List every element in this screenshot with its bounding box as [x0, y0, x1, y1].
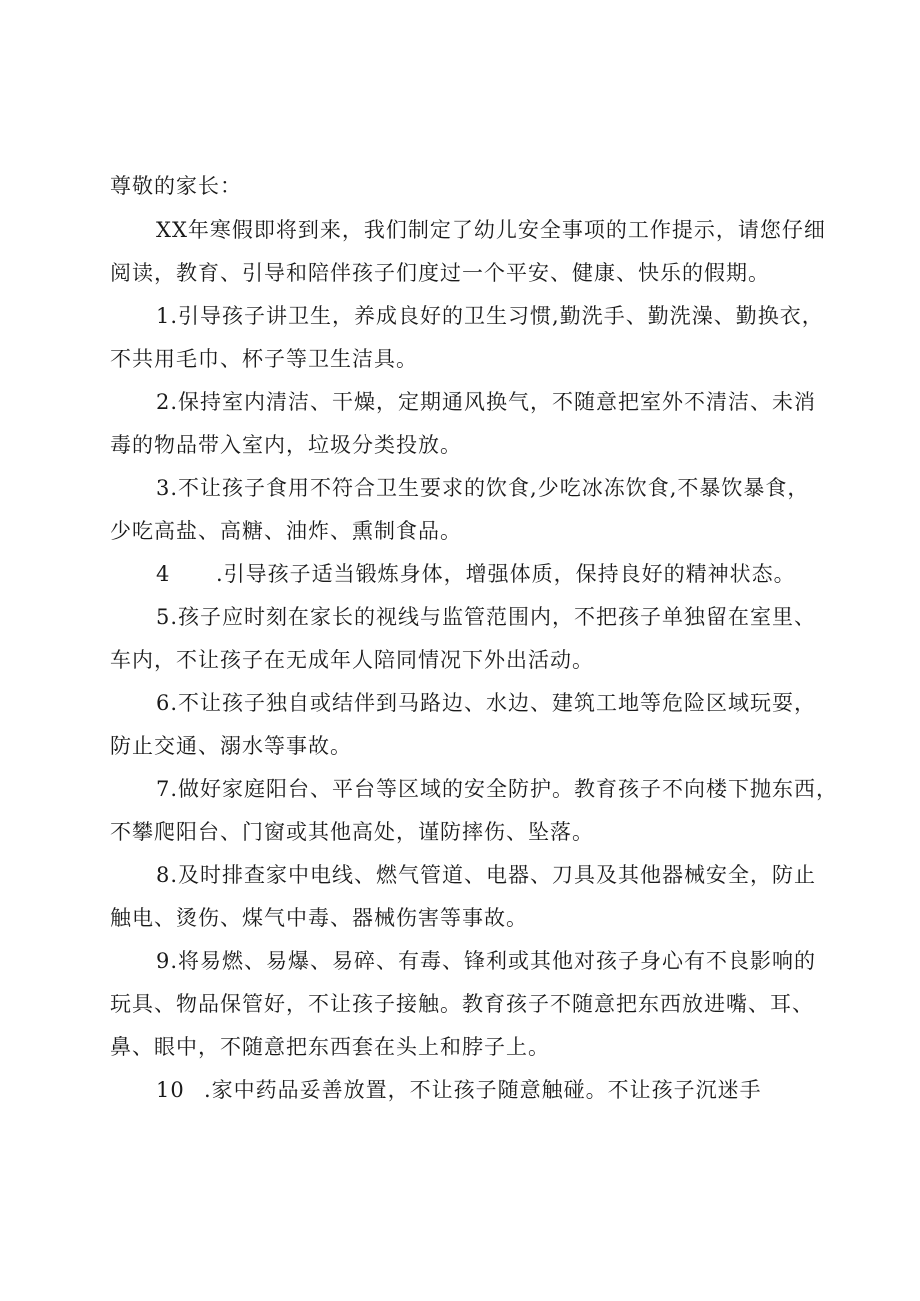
item-6-line-1: [156, 689, 816, 717]
item-6-line-2: 防止交通、溺水等事故。: [110, 734, 352, 758]
item-number: 9: [156, 949, 171, 973]
item-number: 6: [156, 691, 171, 715]
item-9-line-1: [156, 947, 816, 975]
item-2-line-1: [156, 388, 816, 416]
item-4-line-1: [156, 560, 796, 588]
salutation: 尊敬的家长：: [110, 174, 242, 198]
intro-line-1: XX年寒假即将到来，我们制定了幼儿安全事项的工作提示，请您仔细: [156, 218, 826, 242]
item-2-line-2: 毒的物品带入室内，垃圾分类投放。: [110, 433, 462, 457]
item-1-line-1: [156, 302, 824, 330]
item-number: 7: [156, 777, 171, 801]
item-text: 引导孩子讲卫生，养成良好的卫生习惯,勤洗手、勤洗澡、勤换衣，: [178, 304, 824, 328]
item-number: 8: [156, 863, 171, 887]
item-text: .不让孩子食用不符合卫生要求的饮食,少吃冰冻饮食,不暴饮暴食，: [170, 476, 810, 500]
item-number: 4: [156, 562, 171, 586]
item-5-line-2: 车内，不让孩子在无成年人陪同情况下外出活动。: [110, 648, 594, 672]
item-number: 3: [156, 476, 171, 500]
item-9-line-2: 玩具、物品保管好，不让孩子接触。教育孩子不随意把东西放进嘴、耳、: [110, 992, 814, 1016]
item-9-line-3: 鼻、眼中，不随意把东西套在头上和脖子上。: [110, 1035, 550, 1059]
item-8-line-1: [156, 861, 816, 889]
item-5-line-1: [156, 603, 816, 631]
item-text: .引导孩子适当锻炼身体，增强体质，保持良好的精神状态。: [216, 562, 796, 586]
item-text: .家中药品妥善放置，不让孩子随意触碰。不让孩子沉迷手: [204, 1078, 762, 1102]
item-1-line-2: 不共用毛巾、杯子等卫生洁具。: [110, 347, 418, 371]
item-number: 1.: [156, 304, 179, 328]
item-text: .及时排查家中电线、燃气管道、电器、刀具及其他器械安全，防止: [170, 863, 817, 887]
item-text: .不让孩子独自或结伴到马路边、水边、建筑工地等危险区域玩耍，: [170, 691, 817, 715]
item-number: 2: [156, 390, 171, 414]
item-7-line-2: 不攀爬阳台、门窗或其他高处，谨防摔伤、坠落。: [110, 820, 594, 844]
item-10-line-1: [156, 1076, 762, 1104]
item-text: .做好家庭阳台、平台等区域的安全防护。教育孩子不向楼下抛东西，: [170, 777, 839, 801]
item-3-line-2: 少吃高盐、高糖、油炸、熏制食品。: [110, 519, 462, 543]
item-text: .保持室内清洁、干燥，定期通风换气，不随意把室外不清洁、未消: [170, 390, 817, 414]
item-number: 10: [156, 1078, 185, 1102]
item-3-line-1: [156, 474, 809, 502]
item-8-line-2: 触电、烫伤、煤气中毒、器械伤害等事故。: [110, 906, 528, 930]
item-7-line-1: [156, 775, 838, 803]
intro-line-2: 阅读，教育、引导和陪伴孩子们度过一个平安、健康、快乐的假期。: [110, 261, 770, 285]
item-number: 5: [156, 605, 171, 629]
item-text: .孩子应时刻在家长的视线与监管范围内，不把孩子单独留在室里、: [170, 605, 817, 629]
item-text: .将易燃、易爆、易碎、有毒、锋利或其他对孩子身心有不良影响的: [170, 949, 817, 973]
